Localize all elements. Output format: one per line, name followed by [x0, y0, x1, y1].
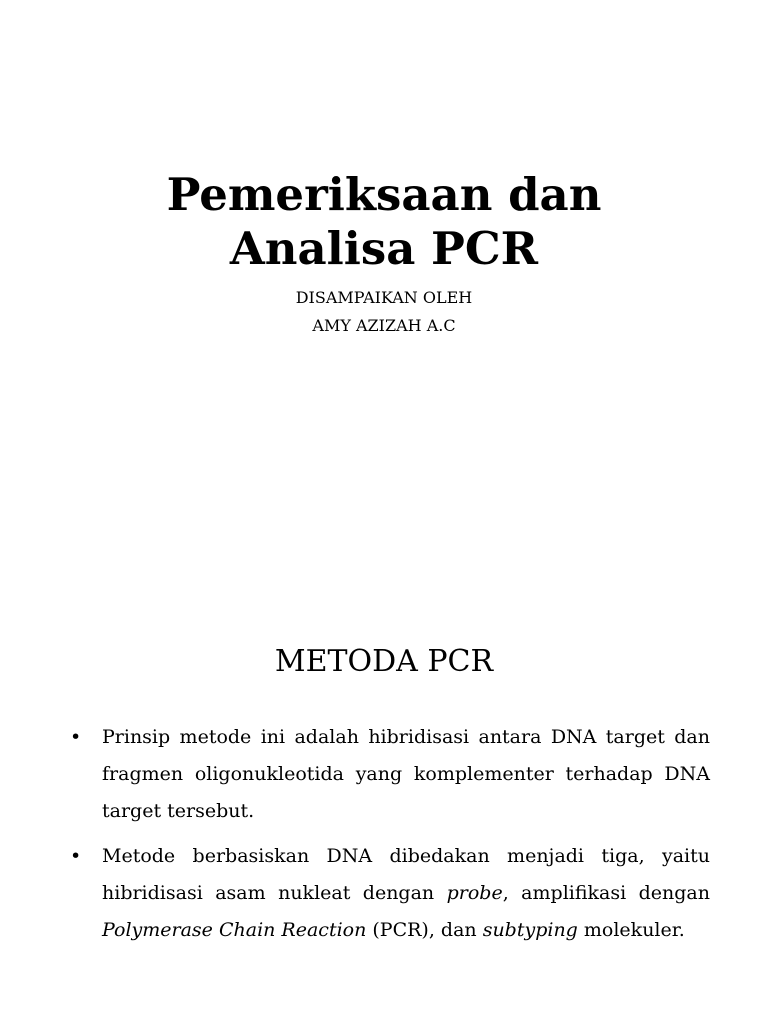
title-line-2: Analisa PCR — [229, 222, 539, 275]
title-line-1: Pemeriksaan dan — [166, 168, 602, 221]
bullet-item-principle — [70, 719, 710, 830]
bullet-text: Prinsip metode ini adalah hibridisasi antara DNA target dan fragmen oligonukleotida yang komplementer terhadap DNA target tersebut. — [102, 726, 710, 822]
text-segment: (PCR), dan — [366, 919, 483, 941]
presenter-info — [0, 284, 768, 340]
presented-by-label: DISAMPAIKAN OLEH — [295, 288, 473, 307]
italic-term-probe: probe — [446, 882, 503, 904]
text-segment: , amplifikasi dengan — [502, 882, 710, 904]
bullet-marker: • — [70, 726, 82, 748]
text-segment: Metode berbasiskan DNA dibedakan menjadi tiga, yaitu hibridisasi asam nukleat dengan — [102, 845, 710, 904]
bullet-marker: • — [70, 845, 82, 867]
presentation-title — [0, 168, 768, 276]
bullet-item-methods — [70, 838, 710, 949]
text-segment: molekuler. — [577, 919, 685, 941]
italic-term-subtyping: subtyping — [482, 919, 578, 941]
presenter-name: AMY AZIZAH A.C — [312, 316, 456, 335]
content-slide — [0, 576, 768, 1024]
slide-heading: METODA PCR — [274, 644, 494, 679]
bullet-text — [102, 838, 710, 949]
bullet-list — [70, 719, 710, 957]
italic-term-pcr: Polymerase Chain Reaction — [102, 919, 367, 941]
